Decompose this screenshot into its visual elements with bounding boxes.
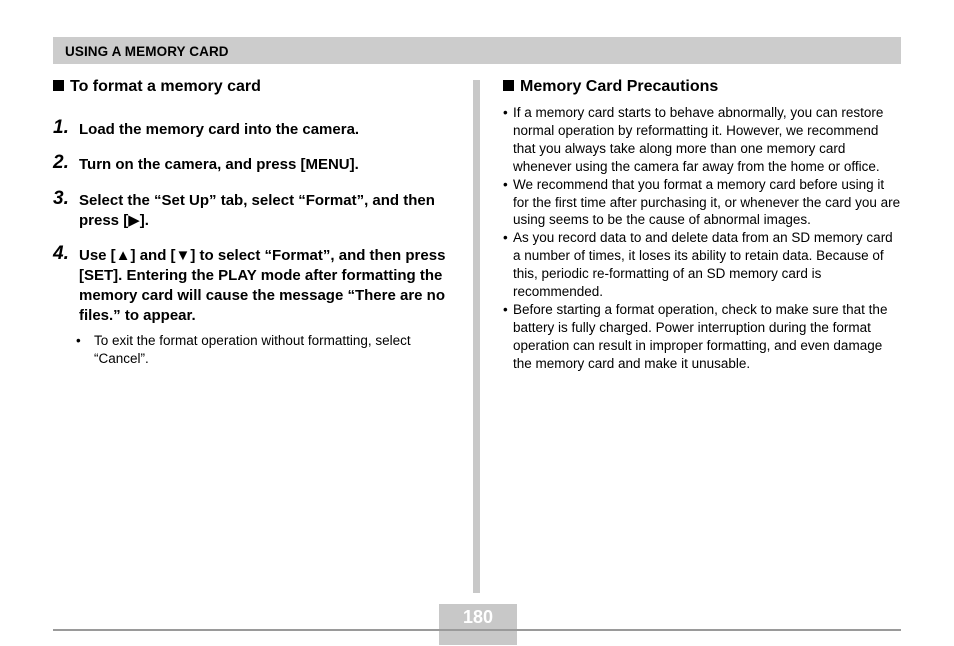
step-text: Select the “Set Up” tab, select “Format”, and then press [▶]. — [79, 192, 435, 229]
list-item-text: If a memory card starts to behave abnormally, you can restore normal operation by reformatting it. However, we recommend that you always take along more than one memory card whenever using the camera far away from the home or office. — [513, 105, 884, 174]
bullet: • — [503, 176, 508, 192]
precautions-section-heading — [503, 78, 718, 96]
bullet: • — [503, 301, 508, 317]
list-item — [503, 176, 901, 230]
column-divider — [473, 80, 480, 593]
list-item-text: Before starting a format operation, check to make sure that the battery is fully charged. Power interruption during the format operation can result in improper formatting, and even damage the memory card and make it unusable. — [513, 301, 888, 371]
precautions-list — [503, 104, 901, 373]
list-item-text: We recommend that you format a memory card before using it for the first time after purchasing it, or whenever the card you are using seems to be the cause of abnormal images. — [513, 176, 901, 228]
step-number: 4. — [53, 243, 69, 264]
step-text: Load the memory card into the camera. — [79, 121, 360, 138]
step-text: Turn on the camera, and press [MENU]. — [79, 156, 359, 173]
bullet: • — [503, 230, 508, 246]
step-number: 1. — [53, 117, 69, 138]
page-number-box — [439, 604, 517, 629]
header-bar — [53, 37, 901, 64]
bullet: • — [503, 105, 508, 120]
list-item — [503, 229, 901, 301]
step-number: 2. — [53, 152, 69, 173]
format-section-heading — [53, 78, 261, 96]
page-number-box-tail — [439, 631, 517, 645]
list-item-text: As you record data to and delete data from an SD memory card a number of times, it loses its ability to retain data. Because of this, periodic re-formatting of an SD memory card is recommended. — [513, 230, 893, 300]
precautions-section-title: Memory Card Precautions — [520, 78, 719, 95]
format-section-title: To format a memory card — [70, 78, 261, 95]
list-item — [503, 104, 901, 176]
bullet: • — [76, 333, 81, 348]
step-text: Use [▲] and [▼] to select “Format”, and then press [SET]. Entering the PLAY mode after formatting the memory card will cause the message “There are no files.” to appear. — [79, 247, 446, 324]
page-header-title: USING A MEMORY CARD — [65, 44, 229, 59]
note-text: To exit the format operation without formatting, select “Cancel”. — [94, 333, 411, 366]
black-square-icon — [53, 80, 64, 91]
step-number: 3. — [53, 188, 69, 209]
black-square-icon — [503, 80, 514, 91]
page-number: 180 — [462, 607, 494, 627]
list-item — [503, 301, 901, 373]
